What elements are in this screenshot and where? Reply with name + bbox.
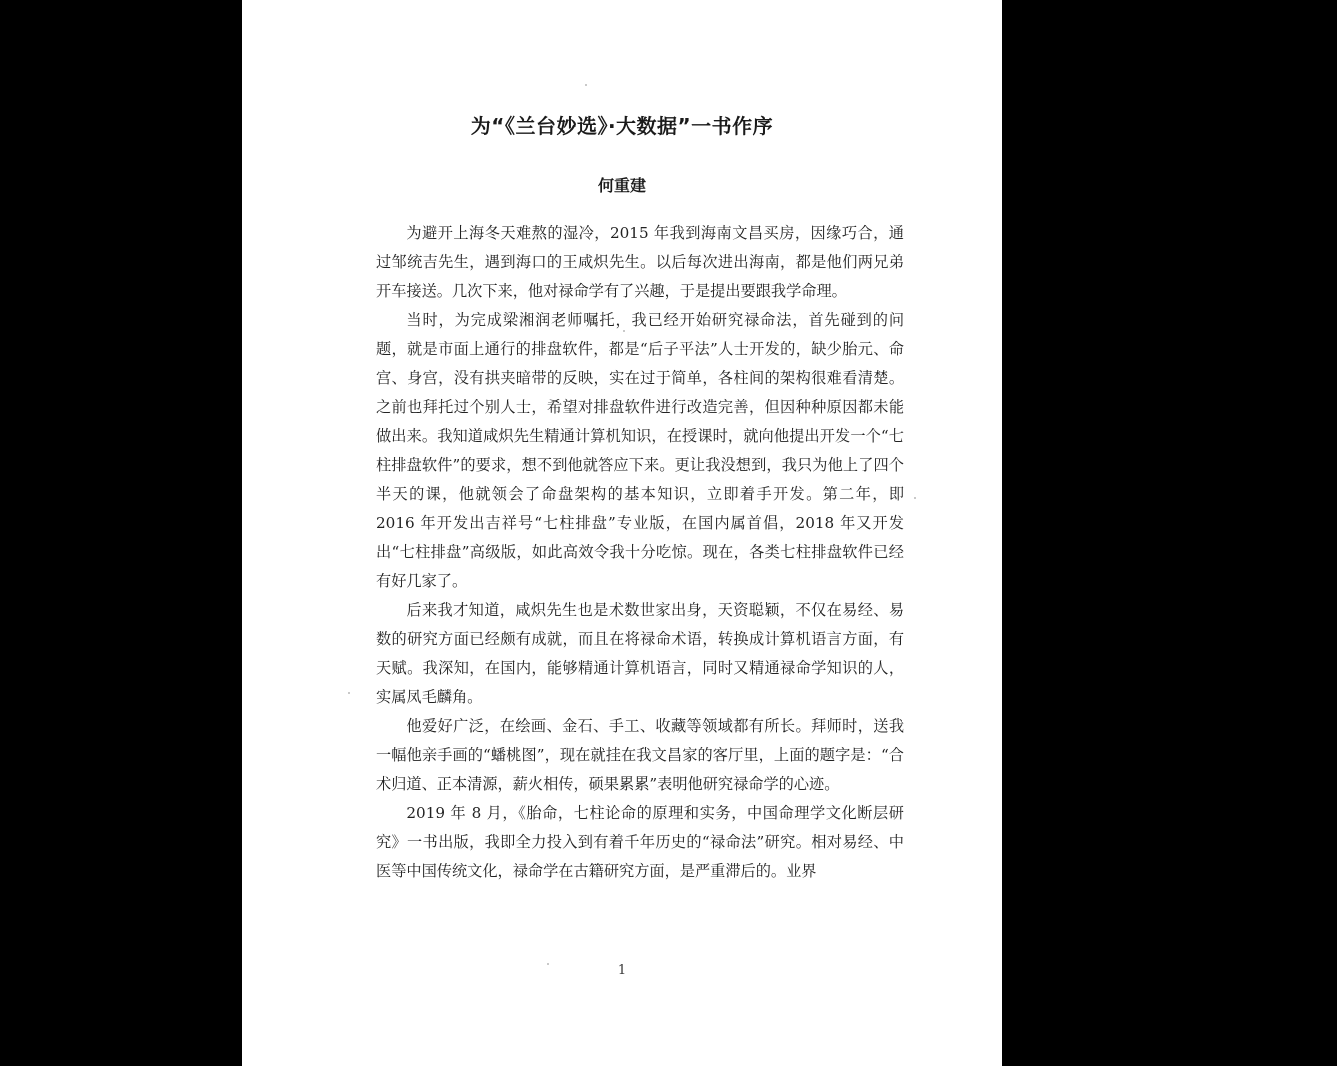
body-paragraph: 当时，为完成梁湘润老师嘱托，我已经开始研究禄命法，首先碰到的问题，就是市面上通行的排盘软件，都是“后子平法”人士开发的，缺少胎元、命宫、身宫，没有拱夹暗带的反映，实在过于简单，各柱间的架构很难看清楚。之前也拜托过个别人士，希望对排盘软件进行改造完善，但因种种原因都未能做出来。我知道咸炽先生精通计算机知识，在授课时，就向他提出开发一个“七柱排盘软件”的要求，想不到他就答应下来。更让我没想到，我只为他上了四个半天的课，他就领会了命盘架构的基本知识，立即着手开发。第二年，即 2016 年开发出吉祥号“七柱排盘”专业版，在国内属首倡，2018 年又开发出“七柱排盘”高级版，如此高效令我十分吃惊。现在，各类七柱排盘软件已经有好几家了。 [376,311,904,590]
page-number: 1 [617,963,627,978]
body-paragraph: 2019 年 8 月，《胎命，七柱论命的原理和实务，中国命理学文化断层研究》一书出版，我即全力投入到有着千年历史的“禄命法”研究。相对易经、中医等中国传统文化，禄命学在古籍研究方面，是严重滞后的。业界 [376,804,904,880]
scan-speck [348,692,350,694]
body-paragraph: 为避开上海冬天难熬的湿冷，2015 年我到海南文昌买房，因缘巧合，通过邹统吉先生，遇到海口的王咸炽先生。以后每次进出海南，都是他们两兄弟开车接送。几次下来，他对禄命学有了兴趣，于是提出要跟我学命理。 [376,224,904,300]
scan-speck [914,497,916,499]
body-paragraph: 后来我才知道，咸炽先生也是术数世家出身，天资聪颖，不仅在易经、易数的研究方面已经颇有成就，而且在将禄命术语，转换成计算机语言方面，有天赋。我深知，在国内，能够精通计算机语言，同时又精通禄命学知识的人，实属凤毛麟角。 [376,601,904,706]
document-page [242,0,1002,1066]
document-title: 为“《兰台妙选》·大数据”一书作序 [470,114,774,138]
document-body [376,219,904,886]
scan-speck [585,84,587,86]
body-paragraph: 他爱好广泛，在绘画、金石、手工、收藏等领域都有所长。拜师时，送我一幅他亲手画的“蟠桃图”，现在就挂在我文昌家的客厅里，上面的题字是：“合术归道、正本清源，薪火相传，硕果累累”表明他研究禄命学的心迹。 [376,717,904,793]
document-author: 何重建 [597,176,646,195]
